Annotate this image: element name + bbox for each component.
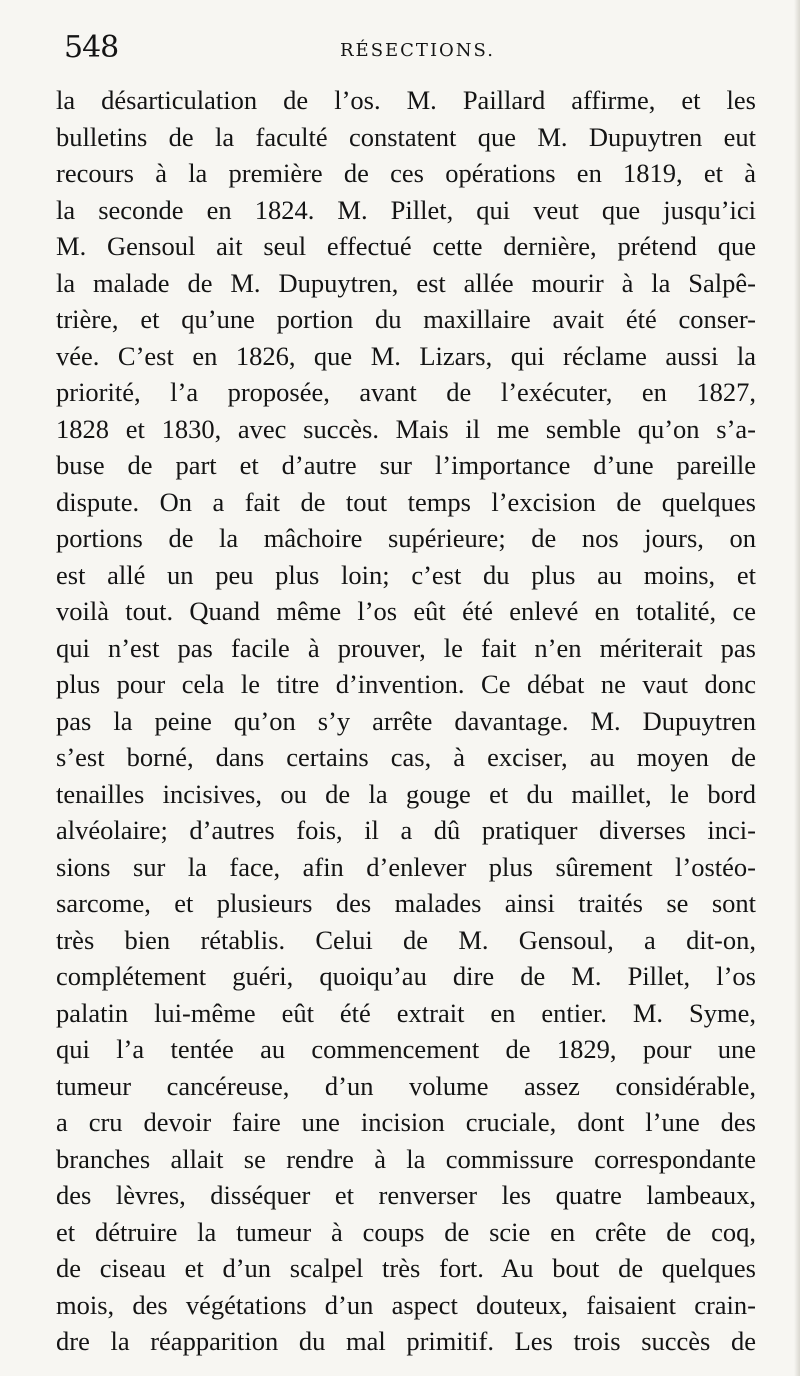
text-line: buse de part et d’autre sur l’importance d’une pareille	[56, 450, 756, 480]
text-line: pas la peine qu’on s’y arrête davantage. M. Dupuytren	[56, 705, 756, 736]
text-line: qui n’est pas facile à prouver, le fait n’en mériterait pas	[56, 632, 756, 663]
text-line: qui l’a tentée au commencement de 1829, pour une	[56, 1034, 756, 1064]
text-line: vée. C’est en 1826, que M. Lizars, qui réclame aussi la	[56, 340, 756, 371]
text-line: la malade de M. Dupuytren, est allée mourir à la Salpê-	[56, 267, 756, 298]
text-line: priorité, l’a proposée, avant de l’exécuter, en 1827,	[56, 377, 756, 407]
text-line: sions sur la face, afin d’enlever plus sûrement l’ostéo-	[56, 851, 756, 882]
text-line: portions de la mâchoire supérieure; de nos jours, on	[56, 523, 756, 553]
text-line: et détruire la tumeur à coups de scie en crête de coq,	[56, 1216, 756, 1247]
text-line: tenailles incisives, ou de la gouge et du maillet, le bord	[56, 778, 756, 809]
text-line: la seconde en 1824. M. Pillet, qui veut que jusqu’ici	[56, 194, 756, 225]
text-line: bulletins de la faculté constatent que M. Dupuytren eut	[56, 121, 756, 152]
text-line: recours à la première de ces opérations en 1819, et à	[56, 158, 756, 188]
text-line: trière, et qu’une portion du maxillaire avait été conser-	[56, 304, 756, 334]
text-line: sarcome, et plusieurs des malades ainsi traités se sont	[56, 888, 756, 918]
text-line: s’est borné, dans certains cas, à exciser, au moyen de	[56, 742, 756, 772]
text-line: des lèvres, disséquer et renverser les quatre lambeaux,	[56, 1180, 756, 1210]
page-edge-shadow	[794, 0, 800, 1376]
text-line: très bien rétablis. Celui de M. Gensoul, a dit-on,	[56, 924, 756, 955]
text-line: complétement guéri, quoiqu’au dire de M. Pillet, l’os	[56, 961, 756, 991]
text-line: alvéolaire; d’autres fois, il a dû pratiquer diverses inci-	[56, 815, 756, 845]
text-line: palatin lui-même eût été extrait en entier. M. Syme,	[56, 997, 756, 1028]
text-line: voilà tout. Quand même l’os eût été enlevé en totalité, ce	[56, 596, 756, 626]
text-line: de ciseau et d’un scalpel très fort. Au bout de quelques	[56, 1253, 756, 1283]
body-text	[56, 82, 756, 1360]
page-number: 548	[64, 30, 119, 65]
text-line: est allé un peu plus loin; c’est du plus au moins, et	[56, 559, 756, 590]
text-line: tumeur cancéreuse, d’un volume assez considérable,	[56, 1070, 756, 1101]
text-line: la désarticulation de l’os. M. Paillard affirme, et les	[56, 85, 756, 115]
text-line: dre la réapparition du mal primitif. Les trois succès de	[56, 1326, 756, 1356]
text-line: branches allait se rendre à la commissure correspondante	[56, 1143, 756, 1174]
text-line: mois, des végétations d’un aspect douteux, faisaient crain-	[56, 1289, 756, 1320]
text-line: dispute. On a fait de tout temps l’excision de quelques	[56, 486, 756, 517]
text-line: 1828 et 1830, avec succès. Mais il me semble qu’on s’a-	[56, 413, 756, 444]
running-head: RÉSECTIONS.	[340, 40, 495, 61]
text-line: M. Gensoul ait seul effectué cette dernière, prétend que	[56, 231, 756, 261]
text-line: a cru devoir faire une incision cruciale, dont l’une des	[56, 1107, 756, 1137]
text-line: plus pour cela le titre d’invention. Ce débat ne vaut donc	[56, 669, 756, 699]
